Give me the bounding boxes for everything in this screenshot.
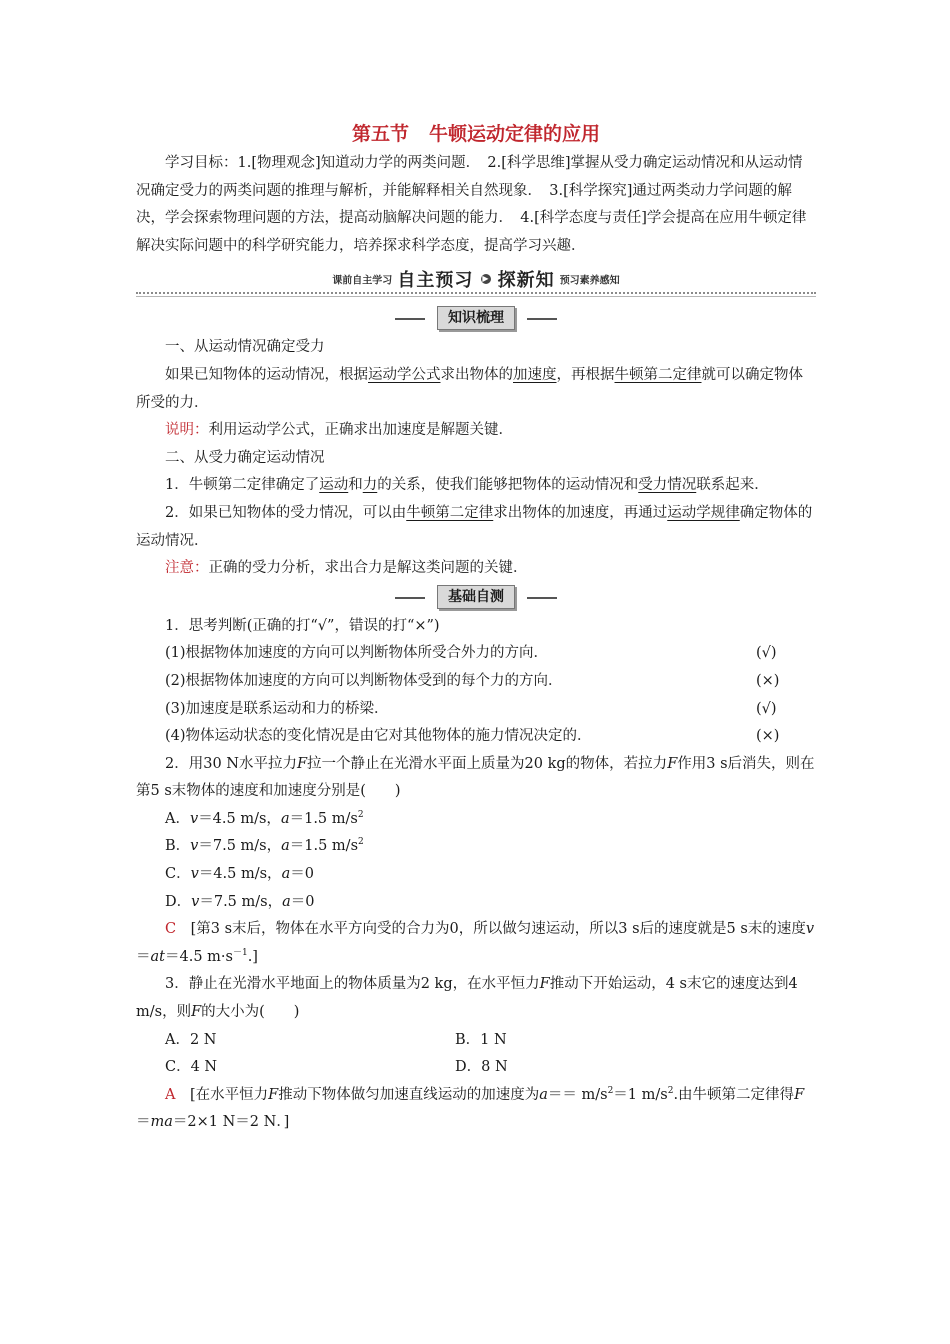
paragraph-point-2: 2．如果已知物体的受力情况，可以由牛顿第二定律求出物体的加速度，再通过运动学规律确定物体的运动情况． (136, 504, 813, 549)
option-d: D．v＝7.5 m/s，a＝0 (165, 893, 315, 910)
answer-2: C [第3 s末后，物体在水平方向受的合力为0，所以做匀速运动，所以3 s后的速度就是5 s末的速度v＝at＝4.5 $m\cdot s^{-1}$.] (136, 921, 815, 965)
options-row-2: C．4 N D．8 N (165, 1059, 508, 1076)
heading-force-to-motion: 二、从受力确定运动情况 (165, 449, 325, 466)
judge-item: (3)加速度是联系运动和力的桥梁． (√) (165, 700, 777, 717)
question-1-stem: 1．思考判断(正确的打“√”，错误的打“×”) (165, 617, 440, 634)
section-title: 牛顿运动定律的应用 (429, 123, 601, 145)
arrow-right-icon: ▶ (482, 274, 489, 284)
section-header-self-test: 基础自测 (136, 585, 816, 611)
document-page (136, 118, 816, 1137)
banner-subtitle: 探新知 (497, 270, 555, 292)
preview-banner (136, 266, 816, 304)
answer-3: A [在水平恒力F推动下物体做匀加速直线运动的加速度为$a== m/s^2=1$ $m/s^2$.由牛顿第二定律得F＝ma＝2×1 N＝2 N．] (136, 1085, 805, 1131)
judge-item: (2)根据物体加速度的方向可以判断物体受到的每个力的方向． (×) (165, 672, 780, 689)
banner-right-label: 预习素养感知 (559, 275, 620, 287)
question-2-stem: 2．用30 N水平拉力F拉一个静止在光滑水平面上质量为20 kg的物体，若拉力F作用3 s后消失，则在第5 s末物体的速度和加速度分别是( ) (136, 755, 815, 800)
judge-item: (4)物体运动状态的变化情况是由它对其他物体的施力情况决定的． (×) (165, 728, 780, 745)
question-3-stem: 3．静止在光滑水平地面上的物体质量为2 kg，在水平恒力F推动下开始运动，4 s末它的速度达到4 m/s，则F的大小为( ) (136, 976, 798, 1021)
banner-left-label: 课前自主学习 (332, 275, 393, 287)
option-b: B．v＝7.5 m/s，a＝1.5 $m/s^2$ (165, 837, 364, 855)
learning-goals: 学习目标：1.[物理观念]知道动力学的两类问题． 2.[科学思维]掌握从受力确定运动情况和从运动情况确定受力的两类问题的推理与解析，并能解释相关自然现象． 3.[科学探究]通过两类动力学问题的解决，学会探索物理问题的方法，提高动脑解决问题的能力． 4.[科学态度与责任]学会提高在应用牛顿定律解决实际问题中的科学研究能力，培养探求科学态度，提高学习兴趣． (136, 155, 807, 254)
paragraph-point-1: 1．牛顿第二定律确定了运动和力的关系，使我们能够把物体的运动情况和受力情况联系起来． (165, 477, 769, 494)
judge-item: (1)根据物体加速度的方向可以判断物体所受合外力的方向． (√) (165, 645, 777, 662)
section-header-knowledge: 知识梳理 (136, 306, 816, 332)
option-c: C．v＝4.5 m/s，a＝0 (165, 866, 314, 883)
option-a: A．v＝4.5 m/s，a＝1.5 $m/s^2$ (165, 810, 364, 827)
banner-dotted-line (136, 292, 816, 294)
page-title (136, 118, 816, 150)
section-number: 第五节 (351, 123, 409, 145)
note-explanation: 说明：利用运动学公式，正确求出加速度是解题关键． (165, 422, 513, 439)
paragraph-motion-to-force: 如果已知物体的运动情况，根据运动学公式求出物体的加速度，再根据牛顿第二定律就可以确定物体所受的力． (136, 366, 803, 411)
heading-motion-to-force: 一、从运动情况确定受力 (165, 339, 325, 356)
note-attention: 注意：正确的受力分析，求出合力是解这类问题的关键． (165, 560, 528, 577)
banner-rule (136, 296, 816, 297)
options-row-1: A．2 N B．1 N (165, 1031, 507, 1048)
banner-title: 自主预习 (397, 270, 474, 292)
